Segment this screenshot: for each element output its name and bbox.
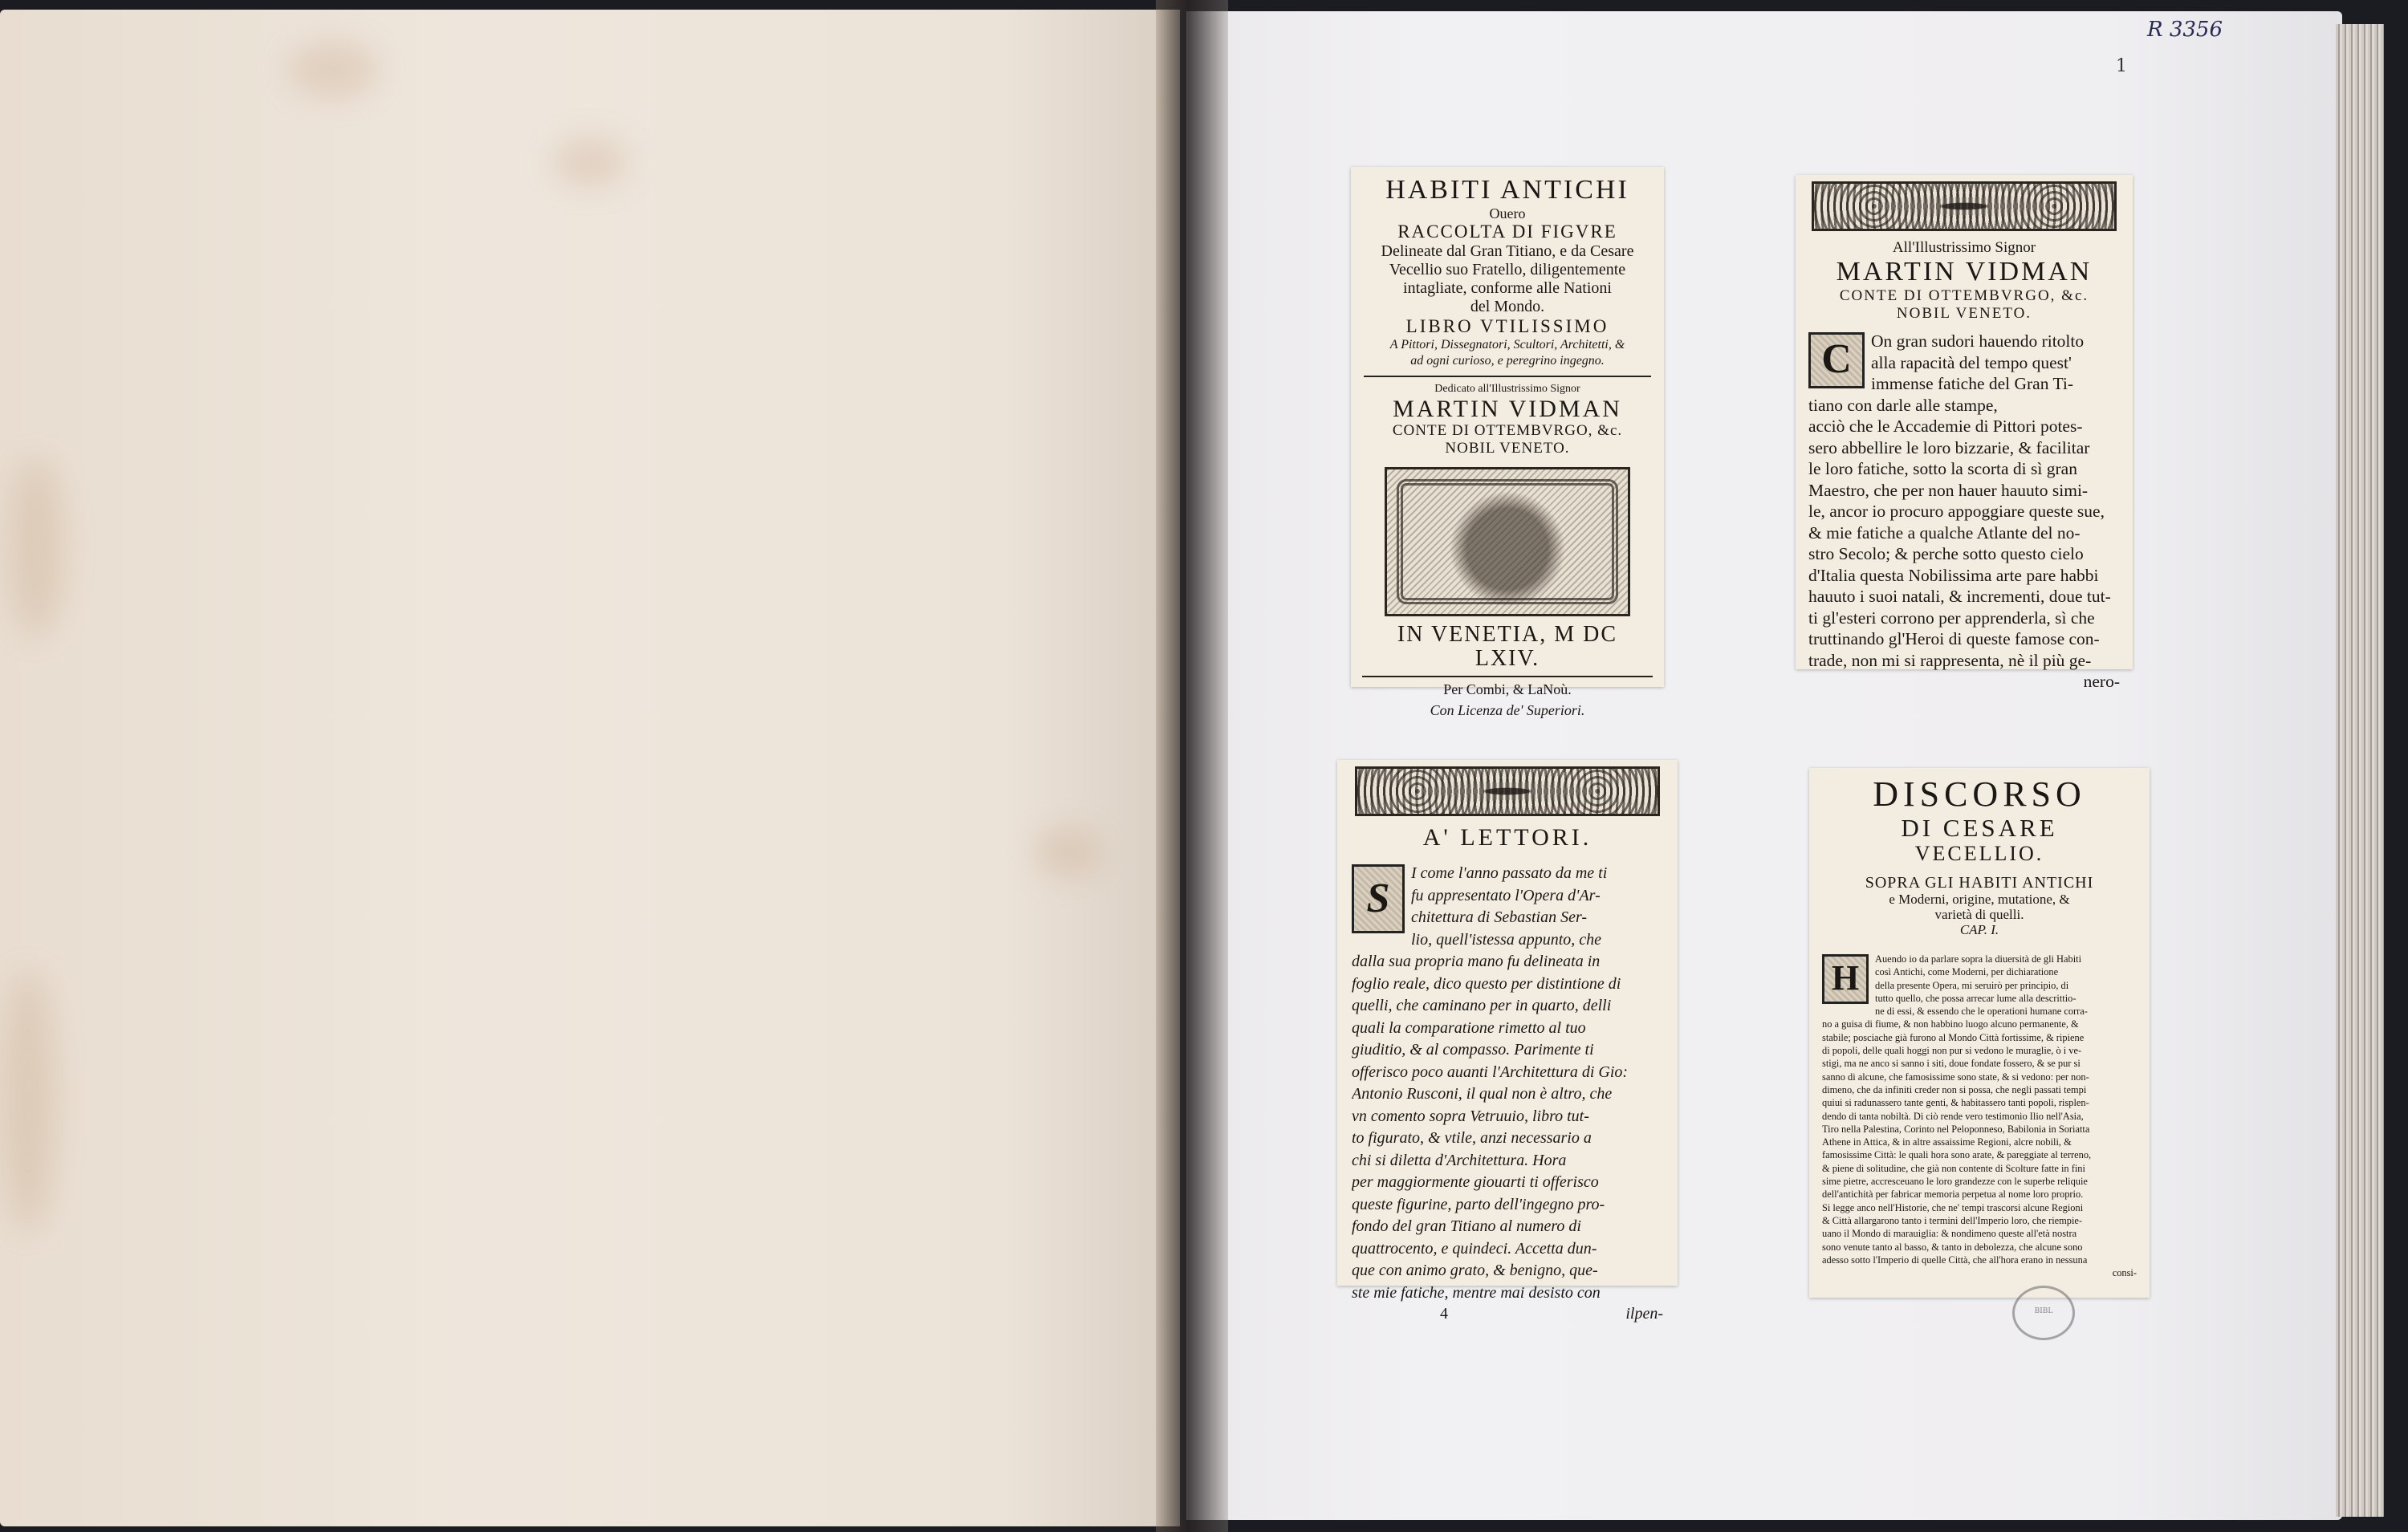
text-line: tiano con darle alle stampe, (1808, 395, 1998, 415)
book-subtitle: RACCOLTA DI FIGVRE (1397, 221, 1617, 242)
decorated-initial: H (1822, 954, 1869, 1004)
page-number-mark: 1 (2116, 56, 2127, 76)
dedicatee-title: CONTE DI OTTEMBVRGO, &c. (1392, 422, 1623, 439)
decorated-initial: S (1352, 864, 1405, 933)
text-line: Athene in Attica, & in altre assaissime Regioni, alcre nobili, & (1822, 1136, 2072, 1148)
dedication-slip (1796, 175, 2133, 691)
description-line: del Mondo. (1470, 298, 1545, 315)
subject-line: varietà di quelli. (1934, 907, 2024, 922)
text-line: quelli, che caminano per in quarto, delli (1352, 997, 1612, 1014)
paper-stain (554, 138, 626, 186)
catchword: consi- (2112, 1267, 2137, 1279)
discorso-text (1822, 953, 2137, 1279)
text-line: tutto quello, che possa arrecar lume alla descrittio- (1875, 992, 2076, 1004)
text-line: della presente Opera, mi seruirò per principio, di (1875, 979, 2069, 991)
text-line: così Antichi, come Moderni, per dichiaratione (1875, 966, 2059, 978)
title-page-slip (1351, 167, 1664, 718)
library-stamp: BIBL (2012, 1286, 2075, 1340)
text-line: queste figurine, parto dell'ingegno pro- (1352, 1195, 1605, 1213)
lettori-slip (1337, 760, 1678, 1323)
text-line: ti gl'esteri corrono per apprenderla, sì che (1808, 608, 2095, 628)
text-line: alla rapacità del tempo quest' (1871, 352, 2072, 372)
text-line: uano il Mondo di marauiglia: & nondimeno queste all'età nostra (1822, 1228, 2077, 1240)
salutation: All'Illustrissimo Signor (1892, 239, 2036, 256)
paper-stain (1035, 828, 1100, 876)
decorated-initial: C (1808, 332, 1865, 388)
paper-stain (8, 459, 64, 636)
text-line: d'Italia questa Nobilissima arte pare habbi (1808, 565, 2099, 585)
text-line: fondo del gran Titiano al numero di (1352, 1217, 1581, 1235)
text-line: & piene di solitudine, che già non contente di Scolture fatte in fini (1822, 1162, 2085, 1174)
text-line: dendo di tanta nobiltà. Di ciò rende vero testimonio Ilio nell'Asia, (1822, 1110, 2084, 1122)
text-line: Tiro nella Palestina, Corinto nel Peloponneso, Babilonia in Soriatta (1822, 1123, 2090, 1135)
text-line: stigi, ma ne anco si sanno i siti, doue fondate fossero, & se pur si (1822, 1058, 2081, 1070)
text-line: le, ancor io procuro appoggiare queste sue, (1808, 502, 2105, 521)
text-line: famosissime Città: le quali hora sono arate, & pareggiate al terreno, (1822, 1149, 2092, 1161)
text-line: hauuto i suoi natali, & incrementi, doue tut- (1808, 587, 2111, 606)
description-line: Delineate dal Gran Titiano, e da Cesare (1381, 242, 1634, 260)
archive-shelfmark: R 3356 (2147, 18, 2223, 42)
text-line: lio, quell'istessa appunto, che (1411, 930, 1602, 949)
dedication-text (1808, 331, 2120, 693)
libro-line: LIBRO VTILISSIMO (1405, 316, 1609, 336)
text-line: chitettura di Sebastian Ser- (1411, 908, 1588, 926)
headpiece-ornament (1812, 181, 2117, 231)
text-line: Si legge anco nell'Historie, che ne' tempi trascorsi alcune Regioni (1822, 1201, 2084, 1213)
signature-mark: 4 (1440, 1305, 1448, 1323)
text-line: ne di essi, & essendo che le operationi humane corra- (1875, 1006, 2088, 1018)
overo-text: Ouero (1489, 205, 1526, 221)
text-line: stro Secolo; & perche sotto questo cielo (1808, 544, 2084, 563)
catchword: nero- (2083, 672, 2120, 691)
left-blank-page (0, 10, 1180, 1526)
description-line: Vecellio suo Fratello, diligentemente (1389, 261, 1626, 278)
text-line: sero abbellire le loro bizzarie, & facilitar (1808, 437, 2090, 457)
text-line: & mie fatiche a qualche Atlante del no- (1808, 522, 2081, 542)
text-line: I come l'anno passato da me ti (1411, 864, 1608, 882)
text-line: stabile; posciache già furono al Mondo Città fortissime, & ripiene (1822, 1031, 2085, 1043)
text-line: offerisco poco auanti l'Architettura di Gio: (1352, 1063, 1629, 1081)
description-line: intagliate, conforme alle Nationi (1403, 279, 1612, 297)
text-line: le loro fatiche, sotto la scorta di sì gran (1808, 459, 2077, 478)
audience-line: A Pittori, Dissegnatori, Scultori, Architetti, & (1389, 338, 1625, 352)
dedicatee-name: MARTIN VIDMAN (1836, 257, 2093, 286)
discorso-slip (1809, 768, 2150, 1298)
author-surname: VECELLIO. (1914, 842, 2044, 865)
text-line: quattrocento, e quindeci. Accetta dun- (1352, 1239, 1597, 1258)
subject-line: SOPRA GLI HABITI ANTICHI (1865, 874, 2094, 892)
chapter-number: CAP. I. (1959, 922, 1999, 937)
paper-stain (289, 42, 377, 98)
text-line: truttinando gl'Heroi di queste famose con- (1808, 629, 2100, 648)
text-line: sono venute tanto al basso, & tanto in debolezza, che alcune sono (1822, 1241, 2083, 1253)
text-line: no a guisa di fiume, & non habbino luogo alcuno permanente, & (1822, 1018, 2079, 1030)
printers-line: Per Combi, & LaNoù. (1443, 681, 1572, 697)
text-line: to figurato, & vtile, anzi necessario a (1352, 1129, 1592, 1147)
page-footer (1352, 1304, 1663, 1323)
headpiece-ornament (1355, 766, 1660, 816)
book-title: HABITI ANTICHI (1385, 175, 1629, 205)
catchword: ilpen- (1625, 1305, 1663, 1323)
text-line: Maestro, che per non hauer hauuto simi- (1808, 480, 2089, 500)
text-line: fu appresentato l'Opera d'Ar- (1411, 886, 1601, 904)
text-line: Antonio Rusconi, il qual non è altro, che (1352, 1085, 1613, 1103)
text-line: sime pietre, accresceuano le loro grandezze con le superbe reliquie (1822, 1176, 2088, 1188)
text-line: On gran sudori hauendo ritolto (1871, 331, 2085, 351)
subject-line: e Moderni, origine, mutatione, & (1889, 892, 2070, 907)
text-line: sanno di alcune, che famosissime sono state, & si vedono: per non- (1822, 1071, 2089, 1083)
woodcut-illustration (1385, 467, 1630, 616)
dedicatee-nobility: NOBIL VENETO. (1445, 440, 1570, 457)
text-line: trade, non mi si rappresenta, nè il più ge- (1808, 650, 2092, 670)
text-line: per maggiormente giouarti ti offerisco (1352, 1173, 1599, 1191)
text-line: acciò che le Accademie di Pittori potes- (1808, 417, 2083, 436)
text-line: immense fatiche del Gran Ti- (1871, 374, 2073, 393)
dedicatee-nobility: NOBIL VENETO. (1896, 305, 2032, 322)
text-line: adesso sotto l'Imperio di quelle Città, che all'hora erano in nessuna (1822, 1254, 2088, 1266)
text-line: foglio reale, dico questo per distintione di (1352, 974, 1621, 993)
text-line: dimeno, che da infiniti creder non si possa, che negli passati tempi (1822, 1083, 2087, 1095)
text-line: & Città allargarono tanto i termini dell'Imperio loro, che riempie- (1822, 1214, 2083, 1226)
imprint-line: IN VENETIA, M DC LXIV. (1362, 623, 1653, 677)
dedication-note: Dedicato all'Illustrissimo Signor (1434, 383, 1580, 395)
dedicatee-title: CONTE DI OTTEMBVRGO, &c. (1839, 287, 2089, 304)
text-line: giuditio, & al compasso. Parimente ti (1352, 1041, 1594, 1059)
text-line: chi si diletta d'Architettura. Hora (1352, 1151, 1567, 1169)
section-heading: A' LETTORI. (1422, 824, 1592, 851)
text-line: Auendo io da parlare sopra la diuersità de gli Habiti (1875, 953, 2082, 965)
author-line: DI CESARE (1901, 814, 2058, 842)
text-line: di popoli, delle quali hoggi non pur si vedono le muraglie, ò i ve- (1822, 1045, 2082, 1057)
audience-line: ad ogni curioso, e peregrino ingegno. (1410, 354, 1605, 368)
text-line: que con animo grato, & benigno, que- (1352, 1262, 1598, 1279)
text-line: quiui si radunassero tante genti, & habitassero tanti popoli, risplen- (1822, 1097, 2089, 1109)
text-line: ste mie fatiche, mentre mai desisto con (1352, 1283, 1601, 1302)
fore-edge (2336, 24, 2384, 1517)
text-line: vn comento sopra Vetruuio, libro tut- (1352, 1107, 1589, 1125)
text-line: quali la comparatione rimetto al tuo (1352, 1018, 1586, 1037)
dedicatee-name: MARTIN VIDMAN (1393, 396, 1622, 422)
text-line: dell'antichità per fabricar memoria perpetua al nome loro proprio. (1822, 1189, 2084, 1201)
lettori-text (1352, 863, 1663, 1304)
title-rule (1364, 376, 1651, 377)
paper-stain (0, 973, 56, 1229)
chapter-title: DISCORSO (1873, 774, 2086, 814)
license-line: Con Licenza de' Superiori. (1430, 702, 1585, 718)
book-gutter (1156, 0, 1228, 1532)
text-line: dalla sua propria mano fu delineata in (1352, 953, 1601, 970)
